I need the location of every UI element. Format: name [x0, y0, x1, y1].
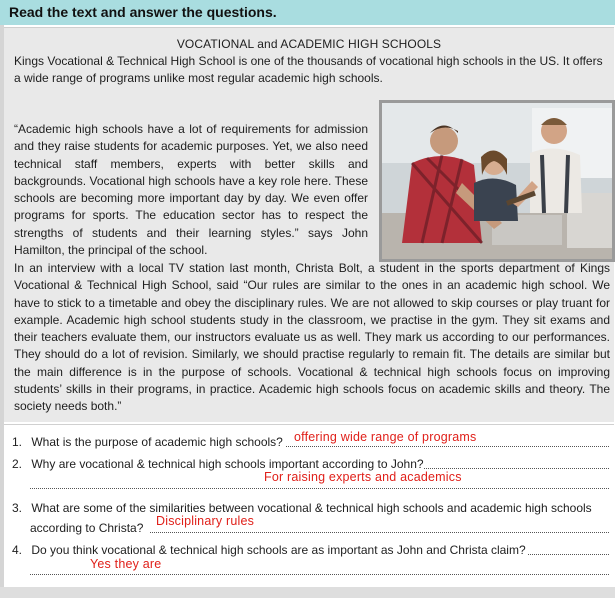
text-title: VOCATIONAL and ACADEMIC HIGH SCHOOLS — [176, 37, 442, 51]
question-2-number: 2. — [12, 457, 23, 471]
question-1 — [12, 435, 283, 449]
instruction-text: Read the text and answer the questions. — [9, 4, 277, 20]
answer-4[interactable]: Yes they are — [90, 557, 162, 571]
answer-1-line[interactable] — [286, 446, 609, 447]
questions-section — [4, 424, 614, 588]
answer-4-line-b[interactable] — [30, 574, 609, 575]
question-2-text: Why are vocational & technical high schools important according to John? — [31, 457, 424, 471]
question-3-continuation: according to Christa? — [30, 521, 144, 535]
question-1-text: What is the purpose of academic high schools? — [31, 435, 283, 449]
answer-1[interactable]: offering wide range of programs — [294, 430, 477, 444]
workshop-photo-illustration — [382, 103, 612, 259]
question-3 — [12, 501, 592, 515]
reading-panel — [4, 27, 614, 422]
question-3-text: What are some of the similarities between vocational & technical high schools and academic high schools — [31, 501, 592, 515]
answer-4-line-a[interactable] — [528, 554, 609, 555]
answer-3[interactable]: Disciplinary rules — [156, 514, 255, 528]
answer-2-line-a[interactable] — [424, 468, 609, 469]
instruction-header — [0, 0, 615, 25]
question-2 — [12, 457, 424, 471]
question-1-number: 1. — [12, 435, 23, 449]
question-4-text: Do you think vocational & technical high schools are as important as John and Christa claim? — [31, 543, 526, 557]
question-4-number: 4. — [12, 543, 23, 557]
workshop-photo — [379, 100, 615, 262]
paragraph-principal-quote: “Academic high schools have a lot of requirements for admission and they raise students for academic purposes. Yet, we also need technical staff members, experts with better skills and backgrounds. Vocational high schools have a key role here. These schools are becoming more important day by day. We even offer programs for sports. The education sector has to respect the strengths of students and their learning styles.” says John Hamilton, the principal of the school. — [14, 122, 368, 258]
answer-3-line[interactable] — [150, 532, 609, 533]
answer-2-line-b[interactable] — [30, 488, 609, 489]
paragraph-student-interview: In an interview with a local TV station last month, Christa Bolt, a student in the sports department of Kings Vocational & Technical High School, said “Our rules are similar to the ones in an academic high school. We have to stick to a timetable and obey the disciplinary rules. We are not allowed to skip courses or play truant for example. Academic high school students study in the classroom, we practise in the gym. They sit exams and their teachers evaluate them, our instructors evaluate us as well. They mark us according to our performances. They should do a lot of revision. Similarly, we should practise regularly to remain fit. The details are similar but the main difference is in the purpose of schools. Vocational & technical high schools focus on improving students’ skills in their programs, in practice. Academic high schools focus on academic skills and theory. The society needs both.” — [14, 261, 610, 414]
bottom-border — [0, 587, 615, 598]
paragraph-intro: Kings Vocational & Technical High School is one of the thousands of vocational high schools in the US. It offers a wide range of programs unlike most regular academic high schools. — [14, 54, 603, 86]
answer-2[interactable]: For raising experts and academics — [264, 470, 462, 484]
question-4 — [12, 543, 526, 557]
question-3-number: 3. — [12, 501, 23, 515]
